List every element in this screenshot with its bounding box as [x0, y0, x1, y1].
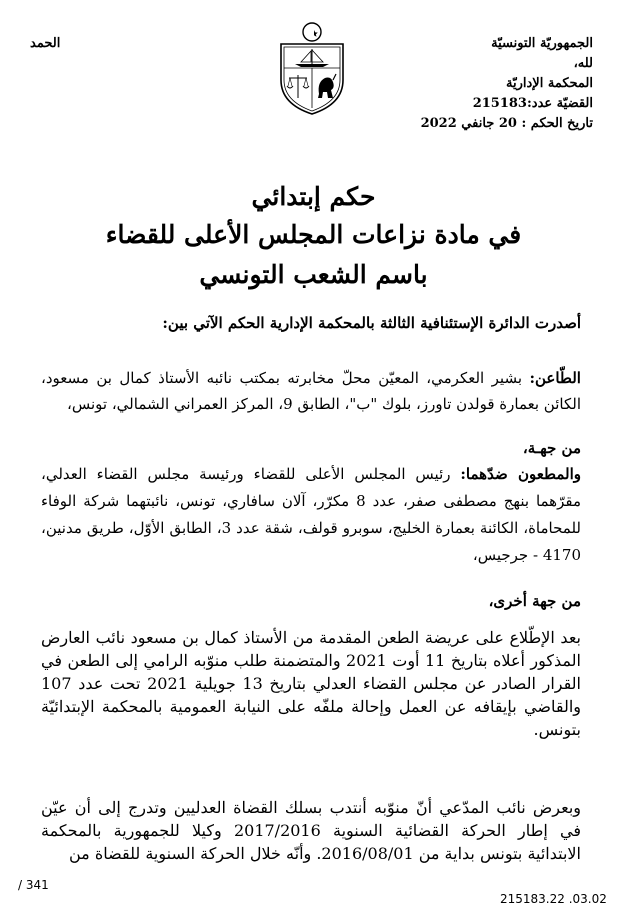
appellant-label: الطّاعن:	[529, 369, 581, 387]
case-label: القضيّة عدد:	[526, 96, 593, 111]
appellant-paragraph	[41, 365, 581, 417]
title-judgment-type: حكم إبتدائي	[251, 182, 376, 211]
coat-of-arms-emblem	[273, 20, 351, 118]
from-one-side: من جهـة،	[522, 439, 581, 457]
page-number: / 341	[18, 878, 49, 892]
judgment-date-line	[363, 114, 593, 134]
intro-statement: أصدرت الدائرة الإستئنافية الثالثة بالمحكمة الإدارية الحكم الآتي بين:	[162, 314, 581, 332]
case-number: 215183	[472, 96, 527, 111]
date-value: 20 جانفي 2022	[420, 116, 517, 131]
document-reference: 215183.22 .03.02	[500, 892, 607, 906]
date-label: تاريخ الحكم :	[521, 116, 593, 131]
from-other-side: من جهة أخرى،	[488, 592, 581, 610]
title-subject: في مادة نزاعات المجلس الأعلى للقضاء	[105, 220, 522, 249]
respondent-text: رئيس المجلس الأعلى للقضاء ورئيسة مجلس القضاء العدلي، مقرّهما بنهج مصطفى صفر، عدد 8 مكرّر، آلان سافاري، تونس، نائبتهما شركة الوفاء للمحاماة، الكائنة بعمارة الخليج، سوبرو قولف، شقة عدد 3، الطابق الأوّل، طريق مدنين، 4170 - جرجيس،	[41, 465, 581, 564]
respondent-paragraph	[41, 461, 581, 569]
court-name: المحكمة الإداريّة	[506, 76, 593, 91]
header-court-info	[363, 34, 593, 134]
respondent-label: والمطعون ضدّهما:	[460, 465, 581, 483]
republic-name: الجمهوريّة التونسيّة	[491, 36, 593, 51]
lillah-text: لله،	[573, 56, 593, 71]
appellant-text: بشير العكرمي، المعيّن محلّ مخابرته بمكتب نائبه الأستاذ كمال بن مسعود، الكائن بعمارة قولدن تاورز، بلوك "ب"، الطابق 9، المركز العمراني الشمالي، تونس،	[41, 369, 581, 413]
case-number-line	[363, 94, 593, 114]
body-paragraph-2: وبعرض نائب المدّعي أنّ منوّبه أنتدب بسلك القضاة العدليين وتدرج إلى أن عيّن في إطار الحركة القضائية السنوية 2017/2016 وكيلا للجمهورية بالمحكمة الابتدائية بتونس بداية من 2016/08/01. وأنّه خلال الحركة السنوية للقضاة من	[41, 798, 582, 863]
body-paragraph-1: بعد الإطّلاع على عريضة الطعن المقدمة من الأستاذ كمال بن مسعود نائب العارض المذكور أعلاه بتاريخ 11 أوت 2021 والمتضمنة طلب منوّبه الرامي إلى الطعن في القرار الصادر عن مجلس القضاء العدلي بتاريخ 13 جويلية 2021 تحت عدد 107 والقاضي بإيقافه عن العمل وإحالة ملفّه على النيابة العمومية بالمحكمة الإبتدائيّة بتونس.	[41, 628, 582, 739]
hamd-text: الحمد	[30, 36, 61, 51]
title-in-name-of-people: باسم الشعب التونسي	[199, 260, 428, 289]
